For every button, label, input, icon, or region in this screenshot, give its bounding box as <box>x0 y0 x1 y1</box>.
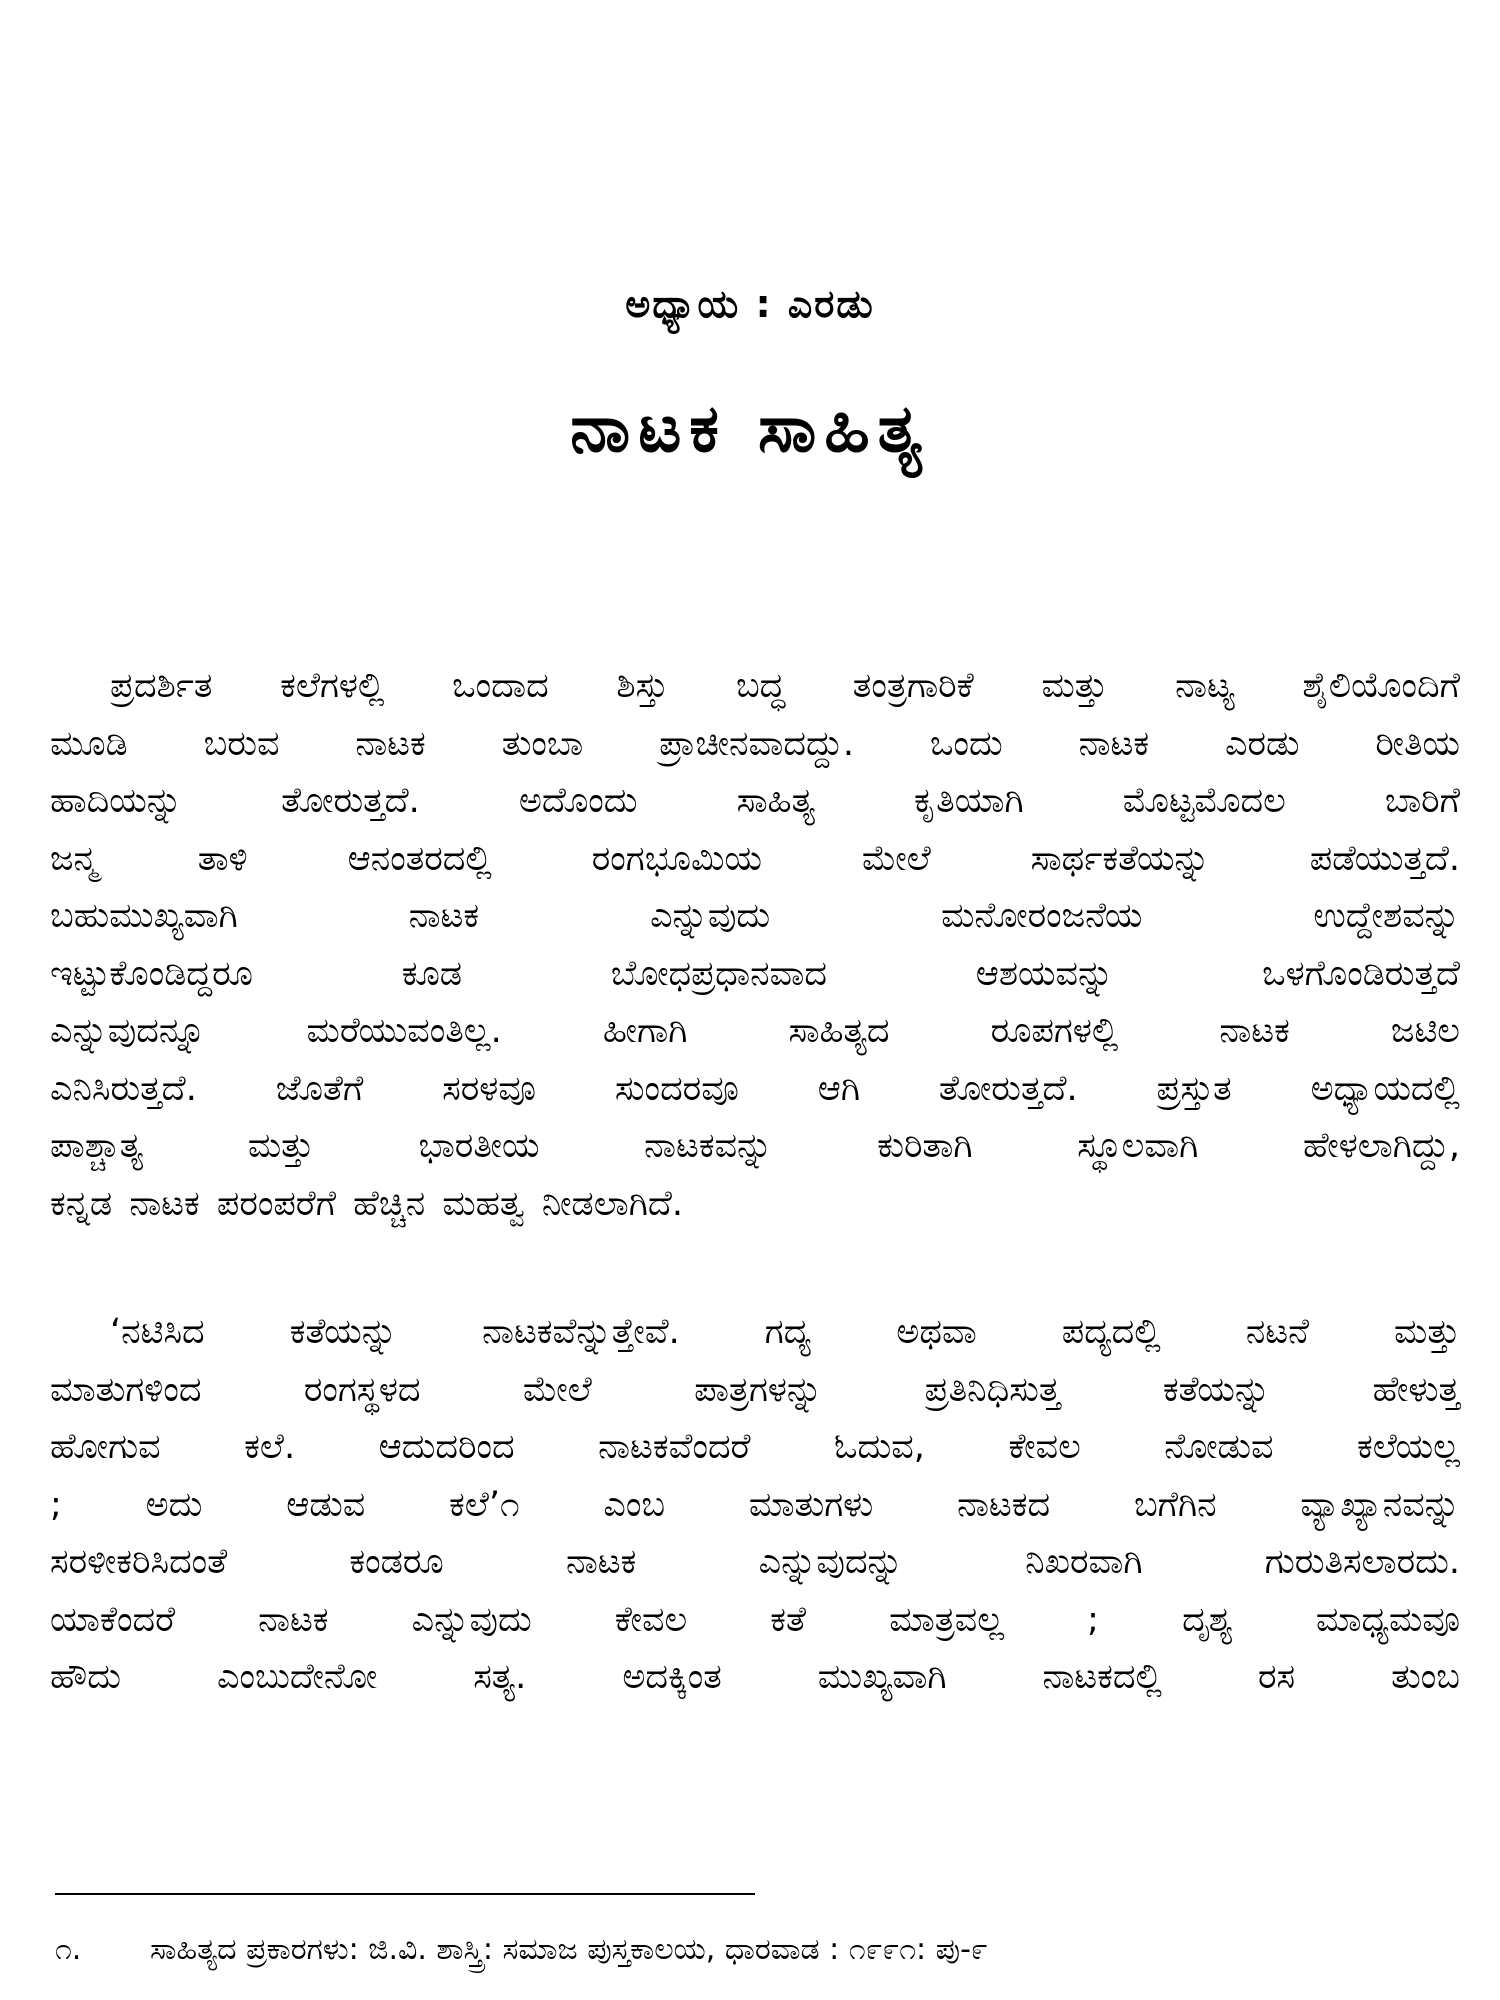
paragraph-line: ಹೌದು ಎಂಬುದೇನೋ ಸತ್ಯ. ಅದಕ್ಕಿಂತ ಮುಖ್ಯವಾಗಿ ನಾಟಕದಲ್ಲಿ ರಸ ತುಂಬ <box>50 1657 1460 1697</box>
paragraph-line: ಎನಿಸಿರುತ್ತದೆ. ಜೊತೆಗೆ ಸರಳವೂ ಸುಂದರವೂ ಆಗಿ ತೋರುತ್ತದೆ. ಪ್ರಸ್ತುತ ಅಧ್ಯಾಯದಲ್ಲಿ <box>50 1068 1460 1109</box>
footnote-text: ಸಾಹಿತ್ಯದ ಪ್ರಕಾರಗಳು: ಜಿ.ವಿ. ಶಾಸ್ತ್ರಿ: ಸಮಾಜ ಪುಸ್ತಕಾಲಯ, ಧಾರವಾಡ : ೧೯೯೧: ಪು-೯ <box>150 1932 988 1967</box>
chapter-title: ನಾಟಕ ಸಾಹಿತ್ಯ <box>570 390 930 467</box>
paragraph-line: ಜನ್ಮ ತಾಳಿ ಆನಂತರದಲ್ಲಿ ರಂಗಭೂಮಿಯ ಮೇಲೆ ಸಾರ್ಥಕತೆಯನ್ನು ಪಡೆಯುತ್ತದೆ. <box>50 838 1460 879</box>
footnote <box>55 1932 1465 1967</box>
paragraph-line: ಪ್ರದರ್ಶಿತ ಕಲೆಗಳಲ್ಲಿ ಒಂದಾದ ಶಿಸ್ತು ಬದ್ಧ ತಂತ್ರಗಾರಿಕೆ ಮತ್ತು ನಾಟ್ಯ ಶೈಲಿಯೊಂದಿಗೆ <box>110 666 1460 706</box>
footnote-divider <box>55 1893 755 1895</box>
footnote-number: ೧. <box>55 1932 82 1967</box>
paragraph-line: ಸರಳೀಕರಿಸಿದಂತೆ ಕಂಡರೂ ನಾಟಕ ಎನ್ನುವುದನ್ನು ನಿಖರವಾಗಿ ಗುರುತಿಸಲಾರದು. <box>50 1542 1460 1582</box>
paragraph-2 <box>50 1304 1460 1707</box>
paragraph-line: ಕನ್ನಡ ನಾಟಕ ಪರಂಪರೆಗೆ ಹೆಚ್ಚಿನ ಮಹತ್ವ ನೀಡಲಾಗಿದೆ. <box>50 1183 684 1224</box>
paragraph-line: ಪಾಶ್ಚಾತ್ಯ ಮತ್ತು ಭಾರತೀಯ ನಾಟಕವನ್ನು ಕುರಿತಾಗಿ ಸ್ಥೂಲವಾಗಿ ಹೇಳಲಾಗಿದ್ದು, <box>50 1126 1460 1166</box>
paragraph-line: ; ಅದು ಆಡುವ ಕಲೆ’೧ ಎಂಬ ಮಾತುಗಳು ನಾಟಕದ ಬಗೆಗಿನ ವ್ಯಾಖ್ಯಾನವನ್ನು <box>50 1484 1460 1525</box>
paragraph-line: ಇಟ್ಟುಕೊಂಡಿದ್ದರೂ ಕೂಡ ಬೋಧಪ್ರಧಾನವಾದ ಆಶಯವನ್ನು ಒಳಗೊಂಡಿರುತ್ತದೆ <box>50 953 1460 994</box>
paragraph-line: ಹಾದಿಯನ್ನು ತೋರುತ್ತದೆ. ಅದೊಂದು ಸಾಹಿತ್ಯ ಕೃತಿಯಾಗಿ ಮೊಟ್ಟಮೊದಲ ಬಾರಿಗೆ <box>50 781 1460 821</box>
paragraph-1 <box>50 658 1460 1233</box>
paragraph-line: ಯಾಕೆಂದರೆ ನಾಟಕ ಎನ್ನುವುದು ಕೇವಲ ಕತೆ ಮಾತ್ರವಲ್ಲ ; ದೃಶ್ಯ ಮಾಧ್ಯಮವೂ <box>50 1599 1460 1640</box>
paragraph-line: ಎನ್ನುವುದನ್ನೂ ಮರೆಯುವಂತಿಲ್ಲ. ಹೀಗಾಗಿ ಸಾಹಿತ್ಯದ ರೂಪಗಳಲ್ಲಿ ನಾಟಕ ಜಟಿಲ <box>50 1011 1460 1051</box>
paragraph-line: ಮಾತುಗಳಿಂದ ರಂಗಸ್ಥಳದ ಮೇಲೆ ಪಾತ್ರಗಳನ್ನು ಪ್ರತಿನಿಧಿಸುತ್ತ ಕತೆಯನ್ನು ಹೇಳುತ್ತ <box>50 1369 1460 1410</box>
paragraph-line: ಬಹುಮುಖ್ಯವಾಗಿ ನಾಟಕ ಎನ್ನುವುದು ಮನೋರಂಜನೆಯ ಉದ್ದೇಶವನ್ನು <box>50 896 1460 936</box>
paragraph-line: ಮೂಡಿ ಬರುವ ನಾಟಕ ತುಂಬಾ ಪ್ರಾಚೀನವಾದದ್ದು. ಒಂದು ನಾಟಕ ಎರಡು ರೀತಿಯ <box>50 723 1460 764</box>
paragraph-line: ಹೋಗುವ ಕಲೆ. ಆದುದರಿಂದ ನಾಟಕವೆಂದರೆ ಓದುವ, ಕೇವಲ ನೋಡುವ ಕಲೆಯಲ್ಲ <box>50 1427 1460 1467</box>
paragraph-line: ‘ನಟಿಸಿದ ಕತೆಯನ್ನು ನಾಟಕವೆನ್ನುತ್ತೇವೆ. ಗದ್ಯ ಅಥವಾ ಪದ್ಯದಲ್ಲಿ ನಟನೆ ಮತ್ತು <box>110 1312 1460 1352</box>
chapter-label: ಅಧ್ಯಾಯ : ಎರಡು <box>625 282 875 326</box>
